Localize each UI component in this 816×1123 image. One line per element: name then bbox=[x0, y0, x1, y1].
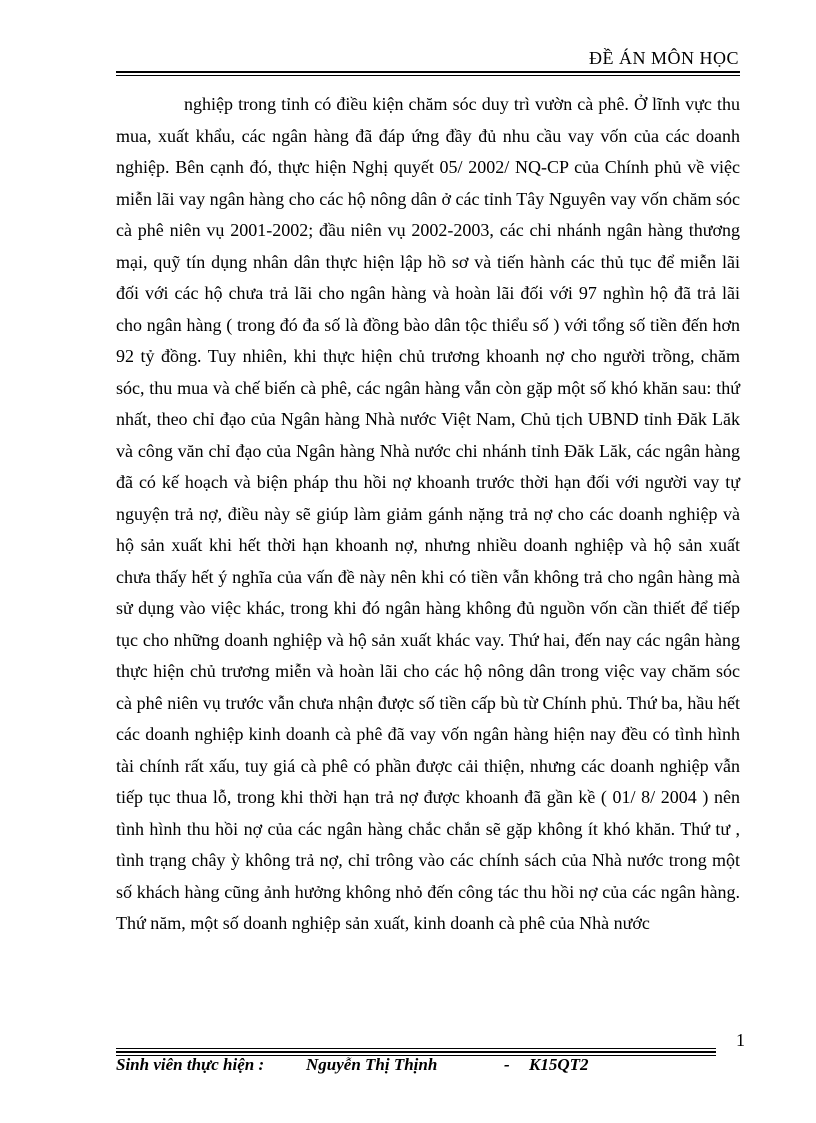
footer-class-code: K15QT2 bbox=[529, 1055, 589, 1074]
footer-student-name: Nguyễn Thị Thịnh bbox=[306, 1055, 438, 1074]
document-header-title: ĐỀ ÁN MÔN HỌC bbox=[589, 48, 739, 68]
footer-label: Sinh viên thực hiện : bbox=[116, 1055, 265, 1074]
footer-student-info bbox=[116, 1055, 589, 1075]
header-rule-thin bbox=[116, 75, 740, 76]
body-paragraph: nghiệp trong tỉnh có điều kiện chăm sóc duy trì vườn cà phê. Ở lĩnh vực thu mua, xuất khẩu, các ngân hàng đã đáp ứng đầy đủ nhu cầu vay vốn của các doanh nghiệp. Bên cạnh đó, thực hiện Nghị quyết 05/ 2002/ NQ-CP của Chính phủ về việc miễn lãi vay ngân hàng cho các hộ nông dân ở các tỉnh Tây Nguyên vay vốn chăm sóc cà phê niên vụ 2001-2002; đầu niên vụ 2002-2003, các chi nhánh ngân hàng thương mại, quỹ tín dụng nhân dân thực hiện lập hồ sơ và tiến hành các thủ tục để miễn lãi đối với các hộ chưa trả lãi cho ngân hàng và hoàn lãi đối với 97 nghìn hộ đã trả lãi cho ngân hàng ( trong đó đa số là đồng bào dân tộc thiểu số ) với tổng số tiền đến hơn 92 tỷ đồng. Tuy nhiên, khi thực hiện chủ trương khoanh nợ cho người trồng, chăm sóc, thu mua và chế biến cà phê, các ngân hàng vẫn còn gặp một số khó khăn sau: thứ nhất, theo chỉ đạo của Ngân hàng Nhà nước Việt Nam, Chủ tịch UBND tỉnh Đăk Lăk và công văn chỉ đạo của Ngân hàng Nhà nước chi nhánh tỉnh Đăk Lăk, các ngân hàng đã có kế hoạch và biện pháp thu hồi nợ khoanh trước thời hạn đối với người vay tự nguyện trả nợ, điều này sẽ giúp làm giảm gánh nặng trả nợ cho các doanh nghiệp và hộ sản xuất khi hết thời hạn khoanh nợ, nhưng nhiều doanh nghiệp và hộ sản xuất chưa thấy hết ý nghĩa của vấn đề này nên khi có tiền vẫn không trả cho ngân hàng mà sử dụng vào việc khác, trong khi đó ngân hàng không đủ nguồn vốn cần thiết để tiếp tục cho những doanh nghiệp và hộ sản xuất khác vay. Thứ hai, đến nay các ngân hàng thực hiện chủ trương miễn và hoàn lãi cho các hộ nông dân trong việc vay chăm sóc cà phê niên vụ trước vẫn chưa nhận được số tiền cấp bù từ Chính phủ. Thứ ba, hầu hết các doanh nghiệp kinh doanh cà phê đã vay vốn ngân hàng hiện nay đều có tình hình tài chính rất xấu, tuy giá cà phê có phần được cải thiện, nhưng các doanh nghiệp vẫn tiếp tục thua lỗ, trong khi thời hạn trả nợ được khoanh đã gần kề ( 01/ 8/ 2004 ) nên tình hình thu hồi nợ của các ngân hàng chắc chắn sẽ gặp không ít khó khăn. Thứ tư , tình trạng chây ỳ không trả nợ, chỉ trông vào các chính sách của Nhà nước trong một số khách hàng cũng ảnh hưởng không nhỏ đến công tác thu hồi nợ của các ngân hàng. Thứ năm, một số doanh nghiệp sản xuất, kinh doanh cà phê của Nhà nước bbox=[116, 94, 740, 933]
footer-rule-middle bbox=[116, 1051, 716, 1053]
header-rule-thick bbox=[116, 71, 740, 73]
footer-rule-top bbox=[116, 1048, 716, 1049]
footer-dash: - bbox=[504, 1055, 510, 1074]
page-number: 1 bbox=[736, 1030, 745, 1050]
